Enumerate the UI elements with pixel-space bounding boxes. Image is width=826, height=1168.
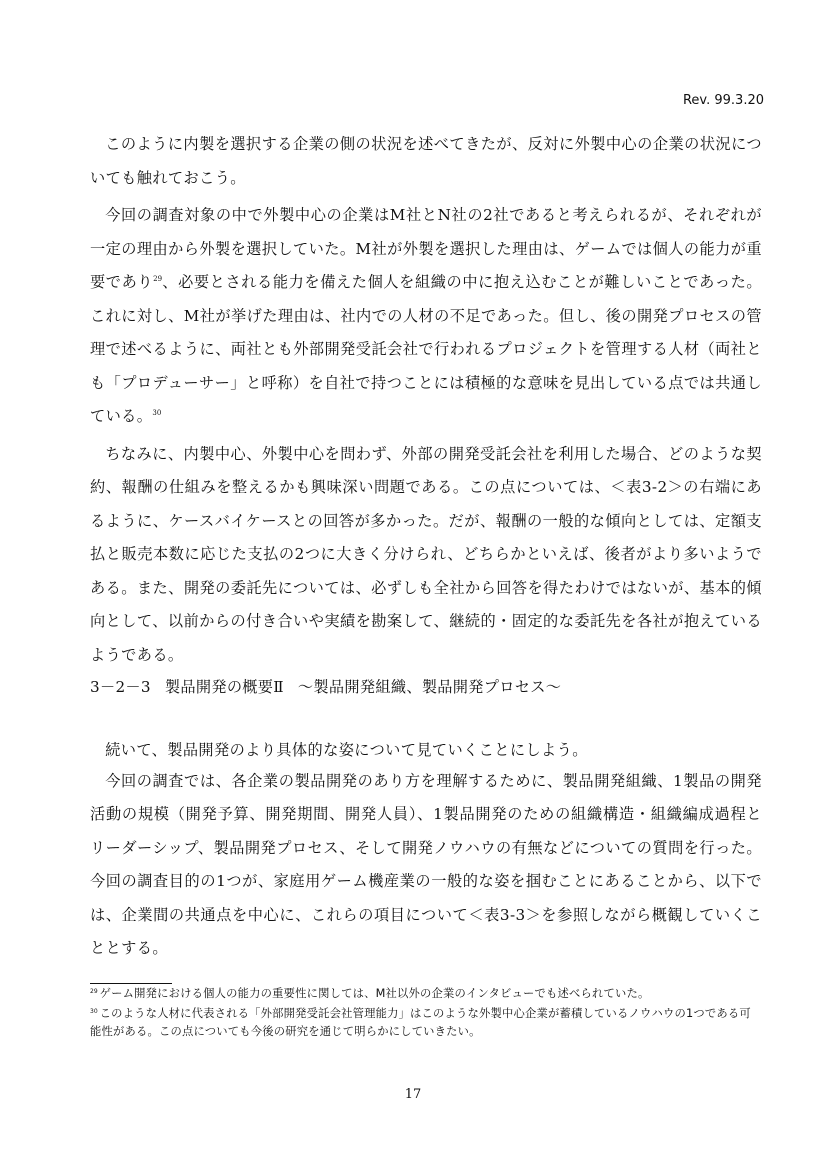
- footnote-mark: 30: [152, 409, 162, 417]
- footnote: [90, 1005, 762, 1042]
- page-number: 17: [404, 1087, 422, 1102]
- paragraph: このように内製を選択する企業の側の状況を述べてきたが、反対に外製中心の企業の状況についても触れておこう。: [90, 135, 762, 187]
- footnote-divider: [90, 983, 172, 984]
- paragraph: [90, 199, 762, 434]
- footnote-text: このような人材に代表される「外部開発受託会社管理能力」はこのような外製中心企業が蓄積しているノウハウの1つである可能性がある。この点についても今後の研究を通じて明らかにしていきたい。: [90, 1006, 751, 1038]
- footnote-mark: 29: [90, 988, 98, 995]
- footnote-mark: 30: [90, 1007, 98, 1015]
- paragraph-text: 今回の調査対象の中で外製中心の企業はM社とN社の2社であると考えられるが、それぞれが一定の理由から外製を選択していた。M社が外製を選択した理由は、ゲームでは個人の能力が重要であり: [90, 206, 762, 291]
- paragraph: 今回の調査では、各企業の製品開発のあり方を理解するために、製品開発組織、1製品の開発活動の規模（開発予算、開発期間、開発人員）、1製品開発のための組織構造・組織編成過程とリーダーシップ、製品開発プロセス、そして開発ノウハウの有無などについての質問を行った。今回の調査目的の1つが、家庭用ゲーム機産業の一般的な姿を掴むことにあることから、以下では、企業間の共通点を中心に、これらの項目について＜表3-3＞を参照しながら概観していくこととする。: [90, 771, 762, 957]
- body-text-lower: [90, 734, 762, 966]
- footnote-mark: 29: [153, 275, 163, 283]
- body-text-upper: [90, 128, 762, 672]
- section-subtitle: ～製品開発組織、製品開発プロセス～: [297, 678, 562, 696]
- footnotes: [90, 985, 762, 1042]
- footnote-text: ゲーム開発における個人の能力の重要性に関しては、M社以外の企業のインタビューでも述べられていた。: [99, 987, 650, 1000]
- paragraph: ちなみに、内製中心、外製中心を問わず、外部の開発受託会社を利用した場合、どのような契約、報酬の仕組みを整えるかも興味深い問題である。この点については、＜表3-2＞の右端にあるように、ケースバイケースとの回答が多かった。だが、報酬の一般的な傾向としては、定額支払と販売本数に応じた支払の2つに大きく分けられ、どちらかといえば、後者がより多いようである。また、開発の委託先については、必ずしも全社から回答を得たわけではないが、基本的傾向として、以前からの付き合いや実績を勘案して、継続的・固定的な委託先を各社が抱えているようである。: [90, 444, 762, 664]
- revision-label: Rev. 99.3.20: [682, 93, 764, 108]
- footnote: [90, 985, 762, 1004]
- section-title: 製品開発の概要Ⅱ: [164, 678, 284, 696]
- paragraph-text: 、必要とされる能力を備えた個人を組織の中に抱え込むことが難しいことであった。これに対し、M社が挙げた理由は、社内での人材の不足であった。但し、後の開発プロセスの管理で述べるように、両社とも外部開発受託会社で行われるプロジェクトを管理する人材（両社とも「プロデューサー」と呼称）を自社で持つことには積極的な意味を見出している点では共通している。: [90, 273, 762, 425]
- paragraph: 続いて、製品開発のより具体的な姿について見ていくことにしよう。: [105, 741, 588, 759]
- section-number: 3－2－3: [90, 678, 151, 696]
- section-heading: [90, 677, 762, 697]
